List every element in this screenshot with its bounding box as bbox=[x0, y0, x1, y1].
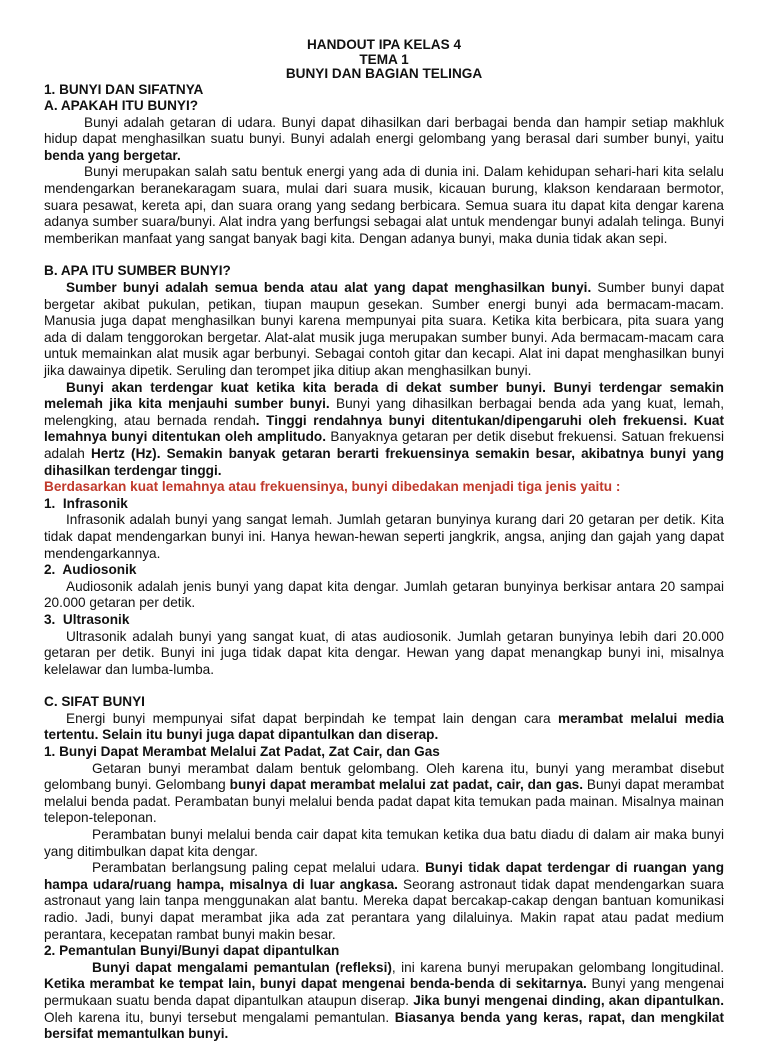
paragraph-udara: Perambatan berlangsung paling cepat melalui udara. Bunyi tidak dapat terdengar di ruangan yang hampa udara/ruang hampa, misalnya di luar angkasa. Seorang astronaut tidak dapat mendengarkan suara astronaut yang lain tanpa menggunakan alat bantu. Mereka dapat bercakap-cakap dengan bantuan komunikasi radio. Jadi, bunyi dapat merambat jika ada zat perantara yang dilaluinya. Makin rapat atau padat medium perantara, kecepatan rambat bunyi makin besar. bbox=[44, 860, 724, 942]
document-subtitle: BUNYI DAN BAGIAN TELINGA bbox=[285, 66, 483, 81]
theme-label: TEMA 1 bbox=[359, 51, 409, 67]
subheading-pemantulan: 2. Pemantulan Bunyi/Bunyi dapat dipantulkan bbox=[44, 943, 340, 959]
document-title: HANDOUT IPA KELAS 4 bbox=[306, 37, 462, 52]
paragraph-pemantulan: Bunyi dapat mengalami pemantulan (refleksi), ini karena bunyi merupakan gelombang longitudinal. Ketika merambat ke tempat lain, bunyi dapat mengenai benda-benda di sekitarnya. Bunyi yang mengenai permukaan suatu benda dapat dipantulkan ataupun diserap. Jika bunyi mengenai dinding, akan dipantulkan. Oleh karena itu, bunyi tersebut mengalami pemantulan. Biasanya benda yang keras, rapat, dan mengkilat bersifat memantulkan bunyi. bbox=[44, 959, 725, 1042]
item-text: Ultrasonik adalah bunyi yang sangat kuat, di atas audiosonik. Jumlah getaran bunyinya lebih dari 20.000 getaran per detik. Bunyi ini juga tidak dapat kita dengar. Hewan yang dapat menangkap bunyi ini, misalnya kelelawar dan lumba-lumba. bbox=[44, 628, 724, 677]
paragraph-benda-cair: Perambatan bunyi melalui benda cair dapat kita temukan ketika dua batu diadu di dalam air maka bunyi yang ditimbulkan dapat kita dengar. bbox=[44, 827, 724, 859]
subheading-merambat: 1. Bunyi Dapat Merambat Melalui Zat Padat, Zat Cair, dan Gas bbox=[44, 744, 440, 760]
section-heading-b: B. APA ITU SUMBER BUNYI? bbox=[44, 263, 231, 279]
paragraph-bunyi-definition: Bunyi adalah getaran di udara. Bunyi dapat dihasilkan dari berbagai benda dan hampir setiap makhluk hidup dapat menghasilkan suatu bunyi. Bunyi adalah energi gelombang yang berasal dari sumber bunyi, yaitu benda yang bergetar. bbox=[44, 114, 724, 163]
paragraph-sumber-bunyi: Sumber bunyi adalah semua benda atau alat yang dapat menghasilkan bunyi. Sumber bunyi dapat bergetar akibat pukulan, petikan, tiupan maupun gesekan. Sumber energi bunyi ada bermacam-macam. Manusia juga dapat menghasilkan bunyi karena mempunyai pita suara. Ketika kita berbicara, pita suara yang ada di dalam tenggorokan bergetar. Alat-alat musik juga merupakan sumber bunyi. Ada bermacam-macam cara untuk memainkan alat musik agar berbunyi. Sebagai contoh gitar dan kecapi. Alat ini dapat menghasilkan bunyi jika dawainya dipetik. Seruling dan terompet jika ditiup akan menghasilkan bunyi. bbox=[44, 280, 724, 378]
item-text: Infrasonik adalah bunyi yang sangat lemah. Jumlah getaran bunyinya kurang dari 20 getaran per detik. Kita tidak dapat mendengarkan bunyi ini. Hanya hewan-hewan seperti jangkrik, angsa, anjing dan gajah yang dapat mendengarkannya. bbox=[44, 512, 724, 561]
list-item-ultrasonik: 3. Ultrasonik Ultrasonik adalah bunyi yang sangat kuat, di atas audiosonik. Jumlah getaran bunyinya lebih dari 20.000 getaran per detik. Bunyi ini juga tidak dapat kita dengar. Hewan yang dapat menangkap bunyi ini, misalnya kelelawar dan lumba-lumba. bbox=[44, 611, 724, 677]
item-title: Infrasonik bbox=[62, 495, 128, 511]
section-heading-a: A. APAKAH ITU BUNYI? bbox=[44, 98, 199, 114]
paragraph-frekuensi: Bunyi akan terdengar kuat ketika kita berada di dekat sumber bunyi. Bunyi terdengar semakin melemah jika kita menjauhi sumber bunyi. Bunyi yang dihasilkan berbagai benda ada yang kuat, lemah, melengking, atau bernada rendah. Tinggi rendahnya bunyi ditentukan/dipengaruhi oleh frekuensi. Kuat lemahnya bunyi ditentukan oleh amplitudo. Banyaknya getaran per detik disebut frekuensi. Satuan frekuensi adalah Hertz (Hz). Semakin banyak getaran berarti frekuensinya semakin besar, akibatnya bunyi yang dihasilkan terdengar tinggi. bbox=[44, 379, 724, 478]
section-heading-c: C. SIFAT BUNYI bbox=[44, 694, 145, 710]
paragraph-gelombang: Getaran bunyi merambat dalam bentuk gelombang. Oleh karena itu, bunyi yang merambat disebut gelombang bunyi. Gelombang bunyi dapat merambat melalui zat padat, cair, dan gas. Bunyi dapat merambat melalui benda padat. Perambatan bunyi melalui benda padat dapat kita temukan pada mainan. Misalnya mainan telepon-teleponan. bbox=[44, 760, 724, 826]
list-item-audiosonik: 2. Audiosonik Audiosonik adalah jenis bunyi yang dapat kita dengar. Jumlah getaran bunyinya berkisar antara 20 sampai 20.000 getaran per detik. bbox=[44, 562, 724, 611]
section-heading-1: 1. BUNYI DAN SIFATNYA bbox=[44, 81, 204, 97]
item-text: Audiosonik adalah jenis bunyi yang dapat kita dengar. Jumlah getaran bunyinya berkisar antara 20 sampai 20.000 getaran per detik. bbox=[44, 578, 724, 611]
highlight-line: Berdasarkan kuat lemahnya atau frekuensinya, bunyi dibedakan menjadi tiga jenis yaitu : bbox=[44, 479, 621, 495]
item-title: Ultrasonik bbox=[62, 611, 130, 627]
item-title: Audiosonik bbox=[62, 562, 137, 578]
list-item-infrasonik: 1. Infrasonik Infrasonik adalah bunyi yang sangat lemah. Jumlah getaran bunyinya kurang dari 20 getaran per detik. Kita tidak dapat mendengarkan bunyi ini. Hanya hewan-hewan seperti jangkrik, angsa, anjing dan gajah yang dapat mendengarkannya. bbox=[44, 495, 724, 561]
paragraph-bunyi-energy: Bunyi merupakan salah satu bentuk energi yang ada di dunia ini. Dalam kehidupan sehari-hari kita selalu mendengarkan beranekaragam suara, mulai dari suara musik, kicauan burung, klakson kendaraan bermotor, suara pesawat, kereta api, dan suara orang yang sedang berbicara. Semua suara itu dapat kita dengar karena adanya sumber suara/bunyi. Alat indra yang berfungsi sebagai alat untuk mendengar bunyi adalah telinga. Bunyi memberikan manfaat yang sangat banyak bagi kita. Dengan adanya bunyi, maka dunia tidak akan sepi. bbox=[44, 164, 724, 246]
document-header bbox=[44, 38, 724, 82]
paragraph-sifat-intro: Energi bunyi mempunyai sifat dapat berpindah ke tempat lain dengan cara merambat melalui media tertentu. Selain itu bunyi juga dapat dipantulkan dan diserap. bbox=[44, 710, 724, 743]
